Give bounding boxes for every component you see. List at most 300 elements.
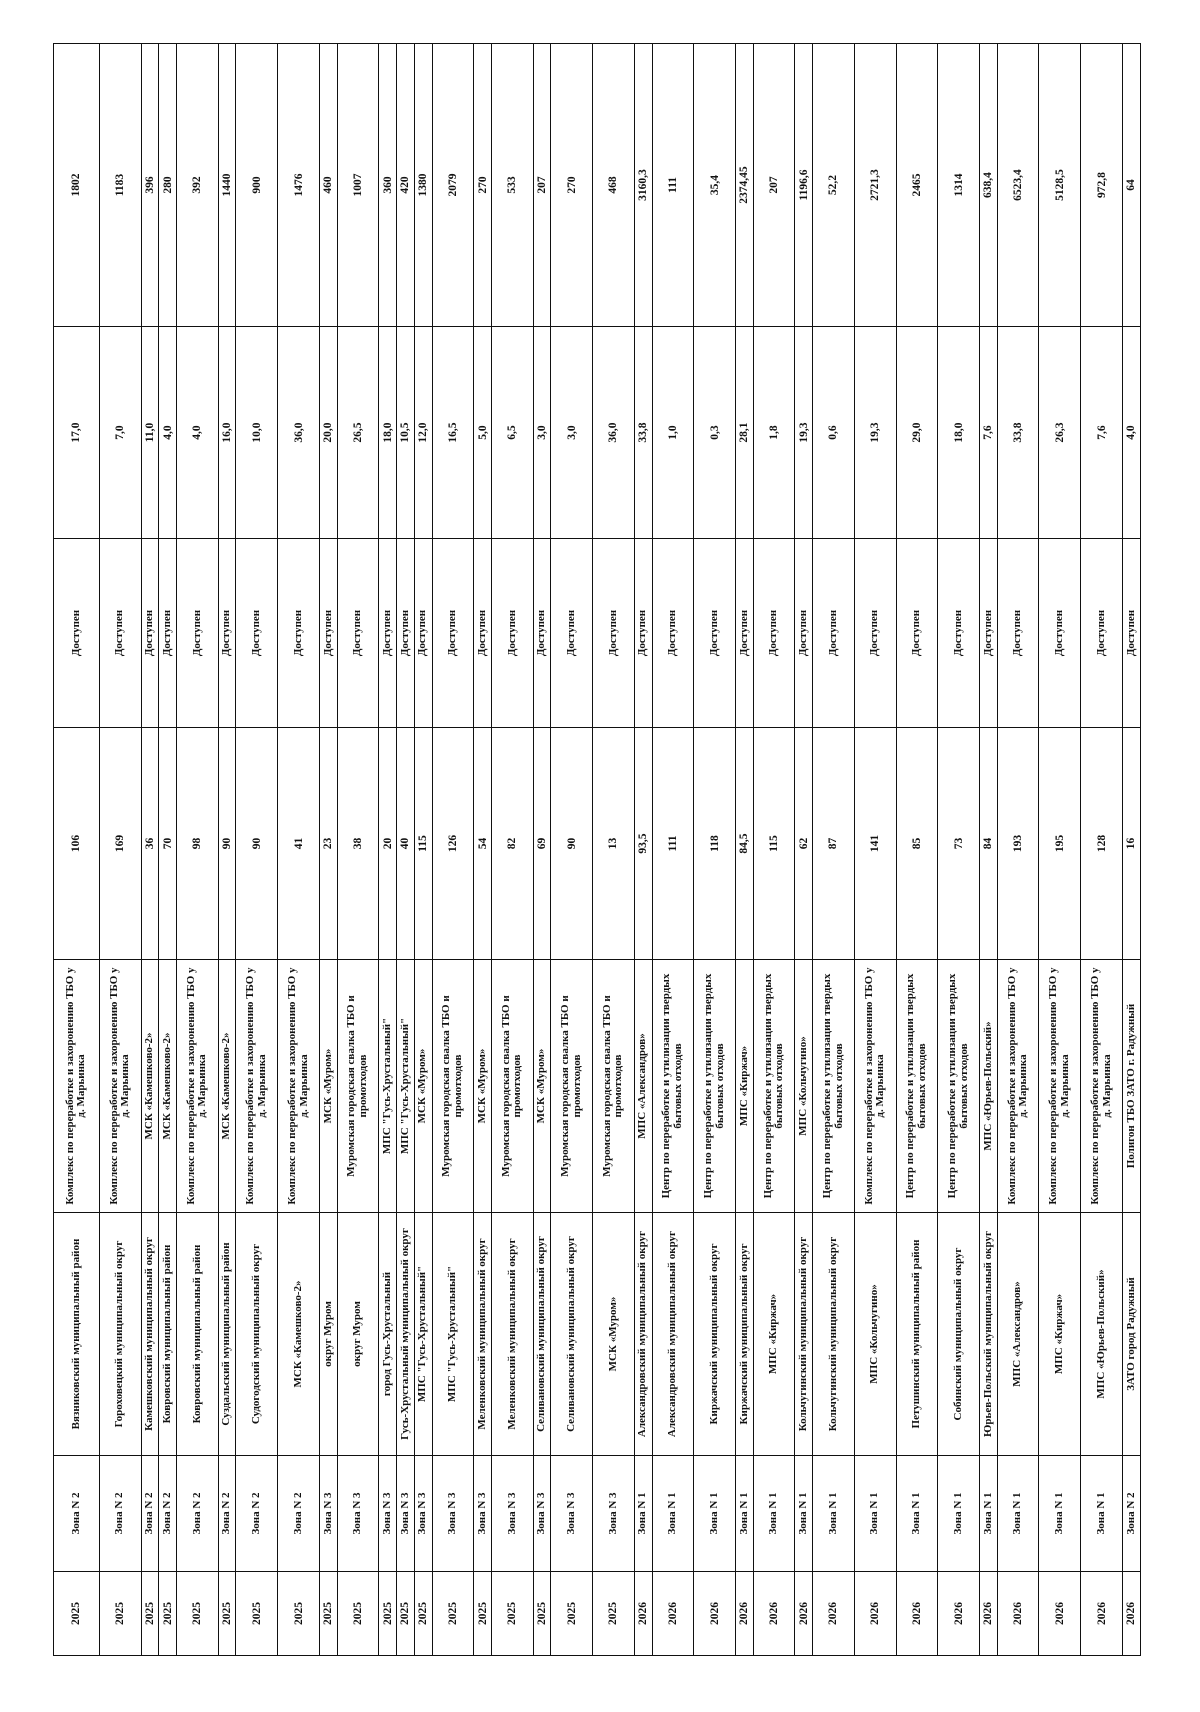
cell-volume: 35,4	[694, 44, 736, 327]
cell-status: Доступен	[54, 539, 100, 728]
cell-zone: Зона N 2	[218, 1456, 236, 1572]
cell-status: Доступен	[1039, 539, 1081, 728]
table-row	[99, 44, 141, 1656]
cell-distance: 115	[753, 728, 795, 960]
cell-cost: 17,0	[54, 327, 100, 539]
cell-volume: 2465	[896, 44, 938, 327]
table-row	[551, 44, 593, 1656]
cell-zone: Зона N 1	[694, 1456, 736, 1572]
cell-volume: 972,8	[1081, 44, 1123, 327]
cell-object: Муромская городская свалка ТБО и промотходов	[432, 960, 474, 1213]
cell-cost: 11,0	[141, 327, 159, 539]
cell-status: Доступен	[854, 539, 896, 728]
cell-year: 2026	[795, 1572, 813, 1656]
cell-volume: 420	[397, 44, 415, 327]
cell-cost: 0,3	[694, 327, 736, 539]
cell-cost: 16,5	[432, 327, 474, 539]
cell-object: МСК «Муром»	[533, 960, 551, 1213]
cell-source: МПС "Гусь-Хрустальный"	[414, 1213, 432, 1456]
cell-volume: 207	[533, 44, 551, 327]
cell-volume: 270	[474, 44, 492, 327]
cell-year: 2025	[397, 1572, 415, 1656]
cell-zone: Зона N 1	[652, 1456, 694, 1572]
cell-volume: 6523,4	[997, 44, 1039, 327]
cell-status: Доступен	[593, 539, 635, 728]
cell-zone: Зона N 1	[795, 1456, 813, 1572]
cell-cost: 4,0	[177, 327, 219, 539]
cell-status: Доступен	[694, 539, 736, 728]
cell-cost: 4,0	[1122, 327, 1140, 539]
cell-source: Камешковский муниципальный округ	[141, 1213, 159, 1456]
cell-volume: 2079	[432, 44, 474, 327]
cell-zone: Зона N 1	[997, 1456, 1039, 1572]
cell-status: Доступен	[177, 539, 219, 728]
cell-zone: Зона N 1	[1039, 1456, 1081, 1572]
cell-year: 2026	[1081, 1572, 1123, 1656]
cell-cost: 16,0	[218, 327, 236, 539]
cell-volume: 1196,6	[795, 44, 813, 327]
cell-year: 2025	[414, 1572, 432, 1656]
cell-year: 2026	[896, 1572, 938, 1656]
cell-volume: 392	[177, 44, 219, 327]
cell-year: 2025	[159, 1572, 177, 1656]
cell-zone: Зона N 2	[159, 1456, 177, 1572]
cell-source: МПС «Киржач»	[1039, 1213, 1081, 1456]
cell-status: Доступен	[533, 539, 551, 728]
cell-year: 2026	[813, 1572, 855, 1656]
cell-object: Муромская городская свалка ТБО и промотходов	[593, 960, 635, 1213]
cell-status: Доступен	[99, 539, 141, 728]
cell-status: Доступен	[551, 539, 593, 728]
cell-cost: 10,5	[397, 327, 415, 539]
cell-volume: 280	[159, 44, 177, 327]
cell-object: МСК «Камешково-2»	[159, 960, 177, 1213]
cell-volume: 3160,3	[634, 44, 652, 327]
cell-year: 2025	[379, 1572, 397, 1656]
cell-cost: 36,0	[278, 327, 320, 539]
cell-status: Доступен	[491, 539, 533, 728]
table-row	[735, 44, 753, 1656]
cell-cost: 1,0	[652, 327, 694, 539]
cell-status: Доступен	[337, 539, 379, 728]
cell-source: Александровский муниципальный округ	[652, 1213, 694, 1456]
cell-volume: 1476	[278, 44, 320, 327]
cell-status: Доступен	[218, 539, 236, 728]
cell-distance: 20	[379, 728, 397, 960]
cell-distance: 13	[593, 728, 635, 960]
table-row	[795, 44, 813, 1656]
cell-distance: 62	[795, 728, 813, 960]
cell-object: МСК «Муром»	[319, 960, 337, 1213]
cell-distance: 54	[474, 728, 492, 960]
cell-cost: 26,5	[337, 327, 379, 539]
cell-object: Муромская городская свалка ТБО и промотходов	[337, 960, 379, 1213]
cell-cost: 0,6	[813, 327, 855, 539]
cell-status: Доступен	[414, 539, 432, 728]
cell-object: МСК «Камешково-2»	[141, 960, 159, 1213]
cell-distance: 128	[1081, 728, 1123, 960]
cell-object: Муромская городская свалка ТБО и промотходов	[491, 960, 533, 1213]
cell-distance: 38	[337, 728, 379, 960]
cell-year: 2026	[753, 1572, 795, 1656]
cell-object: Комплекс по переработке и захоронению ТБО у д. Марьинка	[1081, 960, 1123, 1213]
cell-distance: 115	[414, 728, 432, 960]
table-row	[652, 44, 694, 1656]
cell-year: 2025	[337, 1572, 379, 1656]
cell-object: Центр по переработке и утилизации твердых бытовых отходов	[652, 960, 694, 1213]
cell-status: Доступен	[652, 539, 694, 728]
cell-status: Доступен	[896, 539, 938, 728]
cell-source: Кольчугинский муниципальный округ	[795, 1213, 813, 1456]
cell-cost: 19,3	[795, 327, 813, 539]
cell-zone: Зона N 1	[980, 1456, 998, 1572]
cell-zone: Зона N 3	[551, 1456, 593, 1572]
cell-source: Ковровский муниципальный район	[159, 1213, 177, 1456]
cell-object: МСК «Муром»	[414, 960, 432, 1213]
table-row	[1081, 44, 1123, 1656]
table-row	[1122, 44, 1140, 1656]
cell-cost: 10,0	[236, 327, 278, 539]
cell-distance: 111	[652, 728, 694, 960]
cell-source: город Гусь-Хрустальный	[379, 1213, 397, 1456]
cell-source: Ковровский муниципальный район	[177, 1213, 219, 1456]
cell-object: Комплекс по переработке и захоронению ТБО у д. Марьинка	[997, 960, 1039, 1213]
cell-volume: 1007	[337, 44, 379, 327]
rotated-table-container	[53, 44, 1141, 1656]
cell-source: округ Муром	[337, 1213, 379, 1456]
cell-object: Комплекс по переработке и захоронению ТБО у д. Марьинка	[177, 960, 219, 1213]
cell-source: Петушинский муниципальный район	[896, 1213, 938, 1456]
cell-source: Киржачский муниципальный округ	[694, 1213, 736, 1456]
cell-year: 2025	[432, 1572, 474, 1656]
cell-cost: 36,0	[593, 327, 635, 539]
cell-distance: 126	[432, 728, 474, 960]
cell-distance: 169	[99, 728, 141, 960]
table-row	[938, 44, 980, 1656]
cell-volume: 533	[491, 44, 533, 327]
cell-status: Доступен	[634, 539, 652, 728]
cell-object: МСК «Камешково-2»	[218, 960, 236, 1213]
cell-volume: 900	[236, 44, 278, 327]
cell-source: ЗАТО город Радужный	[1122, 1213, 1140, 1456]
cell-zone: Зона N 2	[278, 1456, 320, 1572]
cell-object: МПС «Киржач»	[735, 960, 753, 1213]
cell-year: 2025	[533, 1572, 551, 1656]
cell-object: МПС "Гусь-Хрустальный"	[379, 960, 397, 1213]
cell-distance: 69	[533, 728, 551, 960]
cell-status: Доступен	[980, 539, 998, 728]
cell-object: МПС "Гусь-Хрустальный"	[397, 960, 415, 1213]
cell-distance: 82	[491, 728, 533, 960]
cell-volume: 460	[319, 44, 337, 327]
cell-source: МПС «Александров»	[997, 1213, 1039, 1456]
cell-volume: 111	[652, 44, 694, 327]
table-row	[397, 44, 415, 1656]
table-row	[218, 44, 236, 1656]
cell-source: МСК «Камешково-2»	[278, 1213, 320, 1456]
cell-distance: 106	[54, 728, 100, 960]
cell-zone: Зона N 2	[177, 1456, 219, 1572]
cell-status: Доступен	[938, 539, 980, 728]
cell-zone: Зона N 3	[337, 1456, 379, 1572]
cell-zone: Зона N 1	[896, 1456, 938, 1572]
cell-zone: Зона N 1	[813, 1456, 855, 1572]
cell-cost: 3,0	[533, 327, 551, 539]
cell-object: Муромская городская свалка ТБО и промотходов	[551, 960, 593, 1213]
cell-zone: Зона N 3	[474, 1456, 492, 1572]
cell-source: Селивановский муниципальный округ	[533, 1213, 551, 1456]
cell-status: Доступен	[1081, 539, 1123, 728]
cell-object: Комплекс по переработке и захоронению ТБО у д. Марьинка	[99, 960, 141, 1213]
cell-cost: 6,5	[491, 327, 533, 539]
cell-cost: 12,0	[414, 327, 432, 539]
cell-source: Судогодский муниципальный округ	[236, 1213, 278, 1456]
cell-distance: 90	[551, 728, 593, 960]
cell-year: 2026	[854, 1572, 896, 1656]
cell-distance: 93,5	[634, 728, 652, 960]
cell-source: Селивановский муниципальный округ	[551, 1213, 593, 1456]
cell-status: Доступен	[159, 539, 177, 728]
cell-source: МПС "Гусь-Хрустальный"	[432, 1213, 474, 1456]
cell-zone: Зона N 3	[491, 1456, 533, 1572]
table-row	[694, 44, 736, 1656]
cell-year: 2026	[652, 1572, 694, 1656]
table-row	[813, 44, 855, 1656]
cell-volume: 1440	[218, 44, 236, 327]
cell-zone: Зона N 1	[1081, 1456, 1123, 1572]
cell-source: МПС «Юрьев-Польский»	[1081, 1213, 1123, 1456]
cell-object: Комплекс по переработке и захоронению ТБО у д. Марьинка	[54, 960, 100, 1213]
cell-status: Доступен	[813, 539, 855, 728]
table-row	[337, 44, 379, 1656]
cell-object: Комплекс по переработке и захоронению ТБО у д. Марьинка	[236, 960, 278, 1213]
cell-distance: 98	[177, 728, 219, 960]
cell-object: Центр по переработке и утилизации твердых бытовых отходов	[694, 960, 736, 1213]
cell-distance: 40	[397, 728, 415, 960]
cell-zone: Зона N 2	[99, 1456, 141, 1572]
cell-volume: 1183	[99, 44, 141, 327]
cell-year: 2025	[593, 1572, 635, 1656]
table-row	[896, 44, 938, 1656]
cell-status: Доступен	[379, 539, 397, 728]
cell-distance: 84	[980, 728, 998, 960]
cell-zone: Зона N 3	[414, 1456, 432, 1572]
cell-source: Киржачский муниципальный округ	[735, 1213, 753, 1456]
cell-source: Вязниковский муниципальный район	[54, 1213, 100, 1456]
cell-source: Александровский муниципальный округ	[634, 1213, 652, 1456]
cell-object: МСК «Муром»	[474, 960, 492, 1213]
table-row	[319, 44, 337, 1656]
cell-zone: Зона N 1	[753, 1456, 795, 1572]
cell-object: Комплекс по переработке и захоронению ТБО у д. Марьинка	[854, 960, 896, 1213]
cell-object: Центр по переработке и утилизации твердых бытовых отходов	[938, 960, 980, 1213]
cell-distance: 84,5	[735, 728, 753, 960]
cell-volume: 1802	[54, 44, 100, 327]
cell-year: 2026	[634, 1572, 652, 1656]
cell-object: Центр по переработке и утилизации твердых бытовых отходов	[896, 960, 938, 1213]
cell-volume: 1380	[414, 44, 432, 327]
cell-zone: Зона N 1	[735, 1456, 753, 1572]
cell-source: Юрьев-Польский муниципальный округ	[980, 1213, 998, 1456]
cell-year: 2026	[1122, 1572, 1140, 1656]
cell-cost: 3,0	[551, 327, 593, 539]
cell-cost: 7,0	[99, 327, 141, 539]
cell-status: Доступен	[278, 539, 320, 728]
cell-year: 2025	[99, 1572, 141, 1656]
cell-volume: 52,2	[813, 44, 855, 327]
table-row	[1039, 44, 1081, 1656]
cell-status: Доступен	[432, 539, 474, 728]
cell-volume: 1314	[938, 44, 980, 327]
cell-zone: Зона N 1	[938, 1456, 980, 1572]
cell-source: Суздальский муниципальный район	[218, 1213, 236, 1456]
cell-zone: Зона N 2	[141, 1456, 159, 1572]
cell-distance: 141	[854, 728, 896, 960]
waste-transport-table	[53, 43, 1141, 1656]
table-row	[54, 44, 100, 1656]
table-row	[432, 44, 474, 1656]
cell-distance: 90	[218, 728, 236, 960]
cell-distance: 195	[1039, 728, 1081, 960]
cell-zone: Зона N 3	[319, 1456, 337, 1572]
cell-distance: 90	[236, 728, 278, 960]
cell-source: МСК «Муром»	[593, 1213, 635, 1456]
cell-cost: 19,3	[854, 327, 896, 539]
cell-object: Полигон ТБО ЗАТО г. Радужный	[1122, 960, 1140, 1213]
cell-distance: 41	[278, 728, 320, 960]
table-row	[474, 44, 492, 1656]
cell-object: Центр по переработке и утилизации твердых бытовых отходов	[753, 960, 795, 1213]
cell-source: Кольчугинский муниципальный округ	[813, 1213, 855, 1456]
cell-year: 2025	[319, 1572, 337, 1656]
cell-cost: 33,8	[634, 327, 652, 539]
cell-object: МПС «Юрьев-Польский»	[980, 960, 998, 1213]
table-row	[980, 44, 998, 1656]
cell-distance: 87	[813, 728, 855, 960]
cell-zone: Зона N 1	[634, 1456, 652, 1572]
cell-status: Доступен	[735, 539, 753, 728]
cell-source: Гороховецкий муниципальный округ	[99, 1213, 141, 1456]
cell-year: 2025	[177, 1572, 219, 1656]
cell-year: 2025	[474, 1572, 492, 1656]
cell-year: 2025	[218, 1572, 236, 1656]
cell-status: Доступен	[319, 539, 337, 728]
cell-cost: 29,0	[896, 327, 938, 539]
cell-cost: 5,0	[474, 327, 492, 539]
cell-year: 2025	[551, 1572, 593, 1656]
cell-volume: 5128,5	[1039, 44, 1081, 327]
cell-cost: 7,6	[980, 327, 998, 539]
cell-zone: Зона N 3	[593, 1456, 635, 1572]
cell-source: Собинский муниципальный округ	[938, 1213, 980, 1456]
cell-volume: 638,4	[980, 44, 998, 327]
cell-cost: 4,0	[159, 327, 177, 539]
cell-volume: 396	[141, 44, 159, 327]
cell-status: Доступен	[474, 539, 492, 728]
cell-distance: 118	[694, 728, 736, 960]
cell-source: МПС «Киржач»	[753, 1213, 795, 1456]
cell-distance: 73	[938, 728, 980, 960]
cell-status: Доступен	[397, 539, 415, 728]
cell-volume: 2721,3	[854, 44, 896, 327]
cell-source: Меленковский муниципальный округ	[491, 1213, 533, 1456]
cell-cost: 18,0	[938, 327, 980, 539]
cell-zone: Зона N 2	[1122, 1456, 1140, 1572]
cell-object: МПС «Кольчугино»	[795, 960, 813, 1213]
cell-cost: 26,3	[1039, 327, 1081, 539]
cell-zone: Зона N 2	[236, 1456, 278, 1572]
cell-distance: 193	[997, 728, 1039, 960]
cell-source: округ Муром	[319, 1213, 337, 1456]
cell-zone: Зона N 2	[54, 1456, 100, 1572]
cell-year: 2026	[735, 1572, 753, 1656]
cell-year: 2025	[236, 1572, 278, 1656]
table-row	[997, 44, 1039, 1656]
cell-volume: 468	[593, 44, 635, 327]
table-row	[634, 44, 652, 1656]
cell-volume: 64	[1122, 44, 1140, 327]
cell-cost: 7,6	[1081, 327, 1123, 539]
table-row	[414, 44, 432, 1656]
cell-object: Комплекс по переработке и захоронению ТБО у д. Марьинка	[278, 960, 320, 1213]
table-row	[278, 44, 320, 1656]
cell-cost: 28,1	[735, 327, 753, 539]
table-row	[379, 44, 397, 1656]
cell-year: 2025	[141, 1572, 159, 1656]
cell-volume: 207	[753, 44, 795, 327]
cell-distance: 70	[159, 728, 177, 960]
cell-year: 2026	[694, 1572, 736, 1656]
table-row	[854, 44, 896, 1656]
cell-cost: 1,8	[753, 327, 795, 539]
cell-zone: Зона N 3	[379, 1456, 397, 1572]
cell-status: Доступен	[795, 539, 813, 728]
cell-volume: 270	[551, 44, 593, 327]
table-row	[177, 44, 219, 1656]
cell-year: 2025	[54, 1572, 100, 1656]
cell-object: Комплекс по переработке и захоронению ТБО у д. Марьинка	[1039, 960, 1081, 1213]
cell-cost: 20,0	[319, 327, 337, 539]
cell-object: МПС «Александров»	[634, 960, 652, 1213]
cell-distance: 36	[141, 728, 159, 960]
table-row	[159, 44, 177, 1656]
cell-year: 2026	[1039, 1572, 1081, 1656]
cell-zone: Зона N 3	[397, 1456, 415, 1572]
cell-volume: 2374,45	[735, 44, 753, 327]
cell-status: Доступен	[236, 539, 278, 728]
cell-year: 2025	[491, 1572, 533, 1656]
cell-zone: Зона N 1	[854, 1456, 896, 1572]
cell-year: 2026	[938, 1572, 980, 1656]
cell-source: МПС «Кольчугино»	[854, 1213, 896, 1456]
cell-zone: Зона N 3	[432, 1456, 474, 1572]
cell-year: 2026	[997, 1572, 1039, 1656]
cell-year: 2026	[980, 1572, 998, 1656]
table-row	[593, 44, 635, 1656]
cell-volume: 360	[379, 44, 397, 327]
table-row	[491, 44, 533, 1656]
cell-source: Меленковский муниципальный округ	[474, 1213, 492, 1456]
cell-object: Центр по переработке и утилизации твердых бытовых отходов	[813, 960, 855, 1213]
cell-status: Доступен	[1122, 539, 1140, 728]
table-row	[236, 44, 278, 1656]
cell-source: Гусь-Хрустальный муниципальный округ	[397, 1213, 415, 1456]
cell-status: Доступен	[141, 539, 159, 728]
cell-cost: 33,8	[997, 327, 1039, 539]
cell-distance: 16	[1122, 728, 1140, 960]
cell-cost: 18,0	[379, 327, 397, 539]
table-row	[753, 44, 795, 1656]
